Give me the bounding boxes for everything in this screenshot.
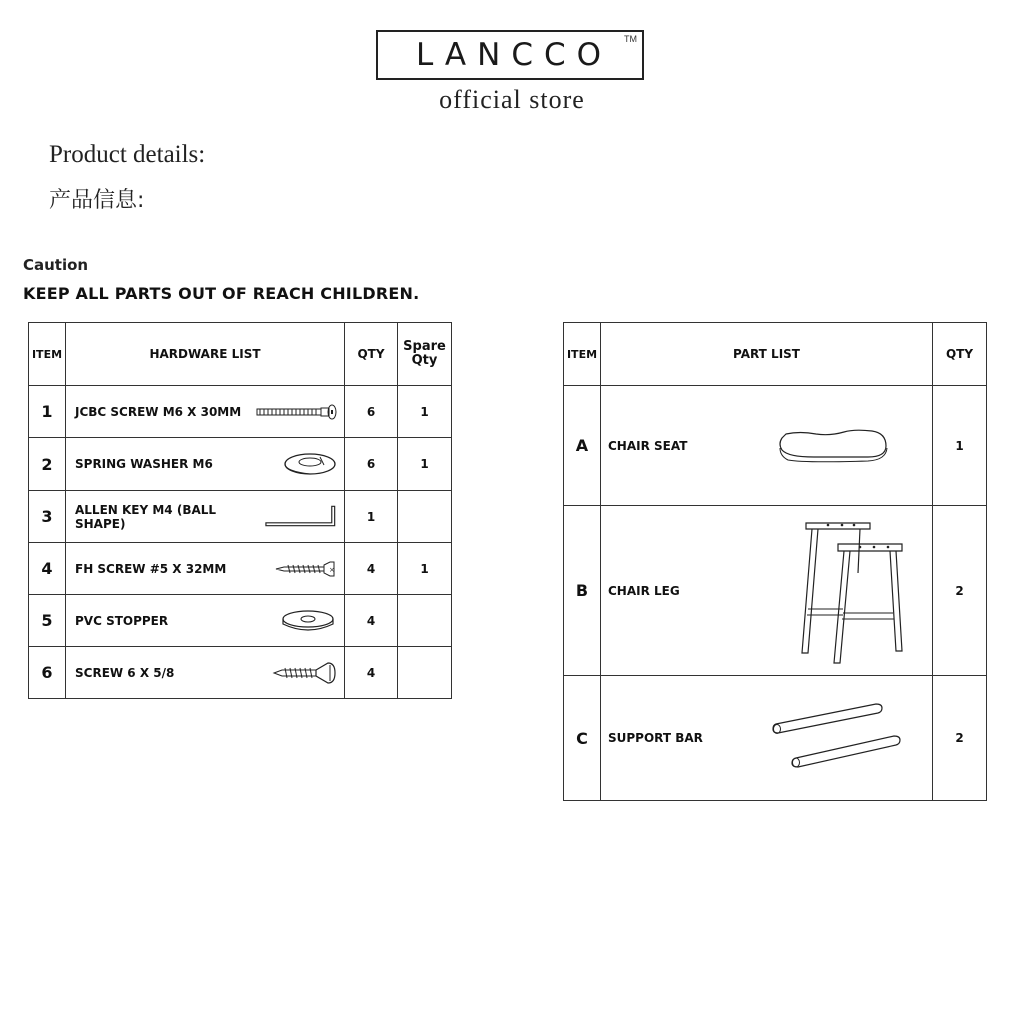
qty-value: 4 bbox=[345, 595, 398, 647]
short-screw-icon bbox=[272, 660, 338, 686]
hardware-name: SPRING WASHER M6 bbox=[75, 457, 213, 471]
item-header: ITEM bbox=[29, 323, 66, 386]
spare-qty-value: 1 bbox=[398, 543, 452, 595]
table-row bbox=[29, 386, 452, 438]
item-number: 3 bbox=[29, 491, 66, 543]
part-cell bbox=[601, 506, 933, 676]
qty-value: 4 bbox=[345, 647, 398, 699]
item-number: 1 bbox=[29, 386, 66, 438]
spare-qty-header bbox=[398, 323, 452, 386]
item-letter: C bbox=[564, 676, 601, 801]
item-number: 5 bbox=[29, 595, 66, 647]
spare-qty-value: 1 bbox=[398, 386, 452, 438]
table-row bbox=[29, 438, 452, 491]
part-cell bbox=[601, 676, 933, 801]
qty-header: QTY bbox=[933, 323, 987, 386]
brand-logo bbox=[376, 30, 644, 80]
stopper-icon bbox=[278, 607, 338, 635]
bolt-icon bbox=[256, 404, 338, 420]
item-number: 6 bbox=[29, 647, 66, 699]
hardware-cell bbox=[66, 386, 345, 438]
product-details-heading: Product details: bbox=[49, 141, 206, 168]
chair-seat-icon bbox=[774, 426, 890, 466]
spare-qty-value bbox=[398, 595, 452, 647]
item-letter: B bbox=[564, 506, 601, 676]
hardware-name: ALLEN KEY M4 (BALL SHAPE) bbox=[75, 502, 217, 531]
table-row bbox=[29, 543, 452, 595]
spring-washer-icon bbox=[282, 451, 338, 477]
table-row bbox=[564, 676, 987, 801]
spare-qty-value bbox=[398, 647, 452, 699]
item-number: 2 bbox=[29, 438, 66, 491]
hardware-cell bbox=[66, 438, 345, 491]
caution-warning: KEEP ALL PARTS OUT OF REACH CHILDREN. bbox=[23, 284, 420, 303]
support-bar-icon bbox=[770, 700, 902, 776]
part-name: CHAIR LEG bbox=[608, 583, 680, 598]
hardware-name: PVC STOPPER bbox=[75, 613, 169, 628]
chair-leg-icon bbox=[798, 513, 908, 669]
table-row bbox=[29, 647, 452, 699]
store-subtitle: official store bbox=[439, 85, 585, 114]
qty-value: 2 bbox=[933, 676, 987, 801]
parts-table bbox=[563, 322, 987, 801]
hardware-cell bbox=[66, 595, 345, 647]
hardware-list-header: HARDWARE LIST bbox=[66, 323, 345, 386]
item-number: 4 bbox=[29, 543, 66, 595]
table-row bbox=[564, 506, 987, 676]
item-letter: A bbox=[564, 386, 601, 506]
hardware-name: FH SCREW #5 X 32MM bbox=[75, 561, 227, 576]
spare-qty-value: 1 bbox=[398, 438, 452, 491]
qty-value: 2 bbox=[933, 506, 987, 676]
part-name: SUPPORT BAR bbox=[608, 731, 703, 745]
qty-value: 1 bbox=[345, 491, 398, 543]
part-list-header: PART LIST bbox=[601, 323, 933, 386]
hardware-table bbox=[28, 322, 452, 699]
qty-value: 6 bbox=[345, 438, 398, 491]
product-details-heading-cn: 产品信息: bbox=[49, 188, 145, 213]
svg-text:×: × bbox=[329, 565, 335, 574]
hardware-name: SCREW 6 X 5/8 bbox=[75, 665, 175, 680]
spare-qty-value bbox=[398, 491, 452, 543]
caution-title: Caution bbox=[23, 256, 89, 274]
table-row bbox=[29, 491, 452, 543]
table-row bbox=[29, 595, 452, 647]
item-header: ITEM bbox=[564, 323, 601, 386]
qty-value: 6 bbox=[345, 386, 398, 438]
brand-name: LANCCO bbox=[415, 37, 613, 73]
hardware-cell bbox=[66, 647, 345, 699]
table-row bbox=[564, 386, 987, 506]
qty-label: Qty bbox=[411, 353, 438, 368]
hardware-cell bbox=[66, 543, 345, 595]
trademark-mark: TM bbox=[624, 34, 637, 44]
hardware-cell bbox=[66, 491, 345, 543]
qty-value: 1 bbox=[933, 386, 987, 506]
wood-screw-icon bbox=[274, 560, 338, 578]
spare-label: Spare bbox=[403, 339, 446, 354]
part-cell bbox=[601, 386, 933, 506]
hardware-header-row bbox=[29, 323, 452, 386]
allen-key-icon bbox=[264, 503, 338, 531]
parts-header-row bbox=[564, 323, 987, 386]
hardware-name: JCBC SCREW M6 X 30MM bbox=[75, 404, 242, 419]
part-name: CHAIR SEAT bbox=[608, 438, 688, 453]
qty-value: 4 bbox=[345, 543, 398, 595]
qty-header: QTY bbox=[345, 323, 398, 386]
